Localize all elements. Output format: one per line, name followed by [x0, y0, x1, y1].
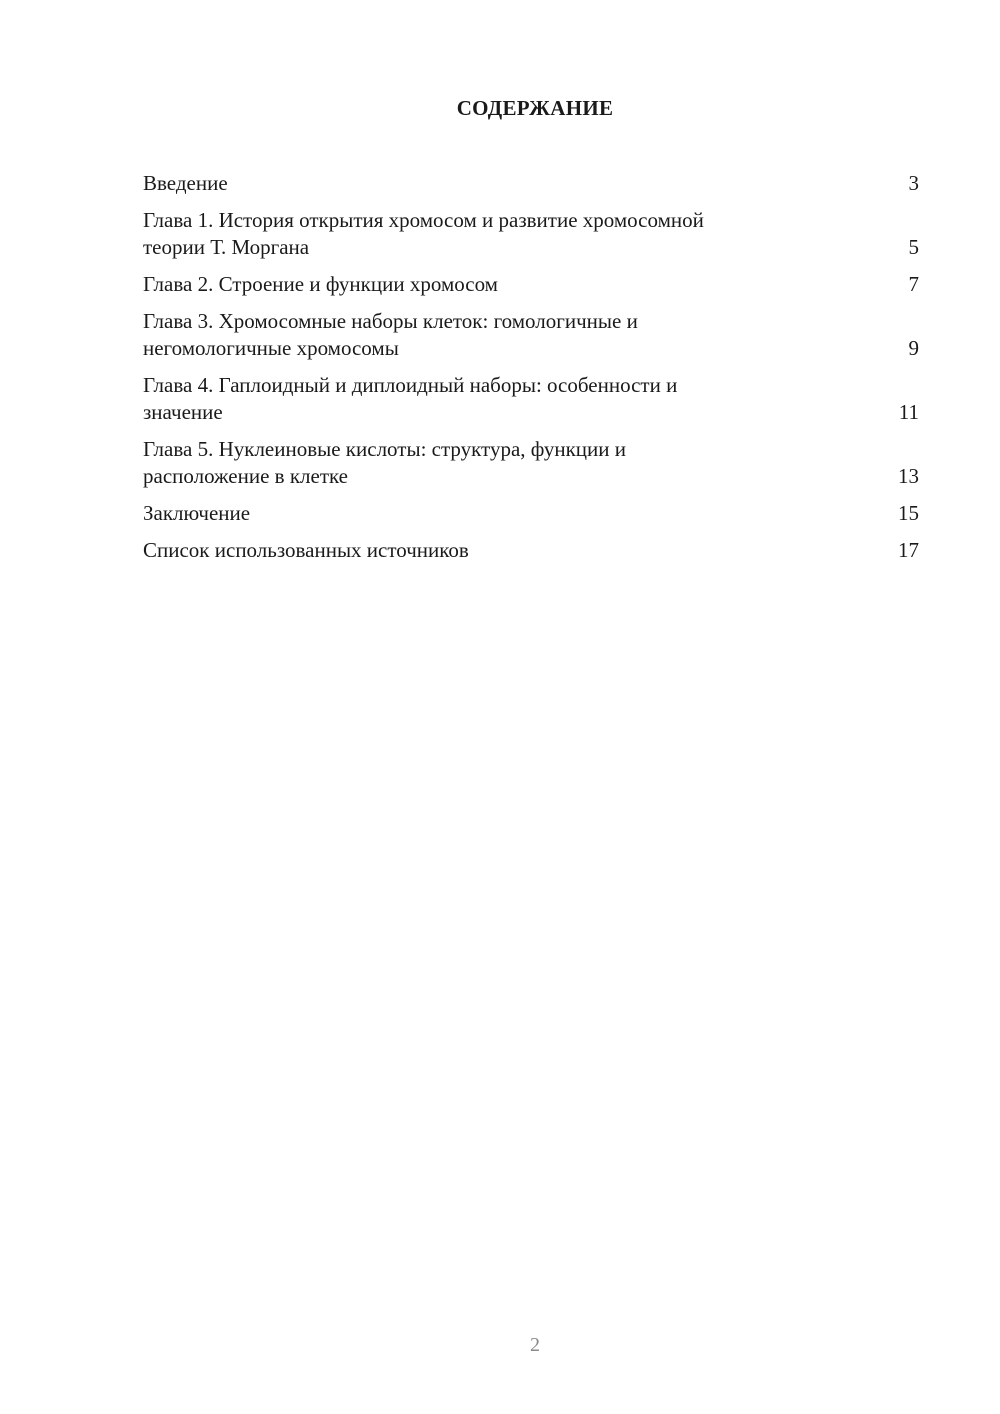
toc-entry-title: Глава 3. Хромосомные наборы клеток: гомологичные и негомологичные хромосомы: [143, 309, 638, 360]
toc-entry-page-number: 17: [898, 538, 919, 562]
toc-entry-title: Глава 5. Нуклеиновые кислоты: структура, функции и расположение в клетке: [143, 437, 626, 488]
toc-entry-title: Глава 4. Гаплоидный и диплоидный наборы: особенности и значение: [143, 373, 678, 424]
toc-entry-page-number: 3: [908, 171, 919, 195]
toc-entry-title: Введение: [143, 171, 228, 195]
toc-entry-page-number: 5: [908, 235, 919, 259]
toc-entry-title: Глава 2. Строение и функции хромосом: [143, 272, 498, 296]
toc-entry-page-number: 7: [908, 272, 919, 296]
toc-entry-page-number: 9: [908, 336, 919, 360]
toc-entry-chapter-2: [143, 271, 919, 298]
toc-entry-title: Список использованных источников: [143, 538, 469, 562]
toc-entry-chapter-1: [143, 207, 919, 261]
toc-entry-title: Заключение: [143, 501, 251, 525]
toc-entry-introduction: [143, 170, 919, 197]
toc-entry-page-number: 13: [898, 464, 919, 488]
toc-entry-page-number: 11: [898, 400, 919, 424]
toc-entry-page-number: 15: [898, 501, 919, 525]
toc-entry-chapter-4: [143, 372, 919, 426]
toc-heading: СОДЕРЖАНИЕ: [456, 96, 614, 120]
page-number-footer: 2: [530, 1334, 540, 1356]
table-of-contents: [143, 170, 919, 574]
toc-entry-chapter-5: [143, 436, 919, 490]
toc-entry-chapter-3: [143, 308, 919, 362]
toc-entry-conclusion: [143, 500, 919, 527]
toc-entry-title: Глава 1. История открытия хромосом и развитие хромосомной теории Т. Моргана: [143, 208, 704, 259]
toc-entry-references: [143, 537, 919, 564]
